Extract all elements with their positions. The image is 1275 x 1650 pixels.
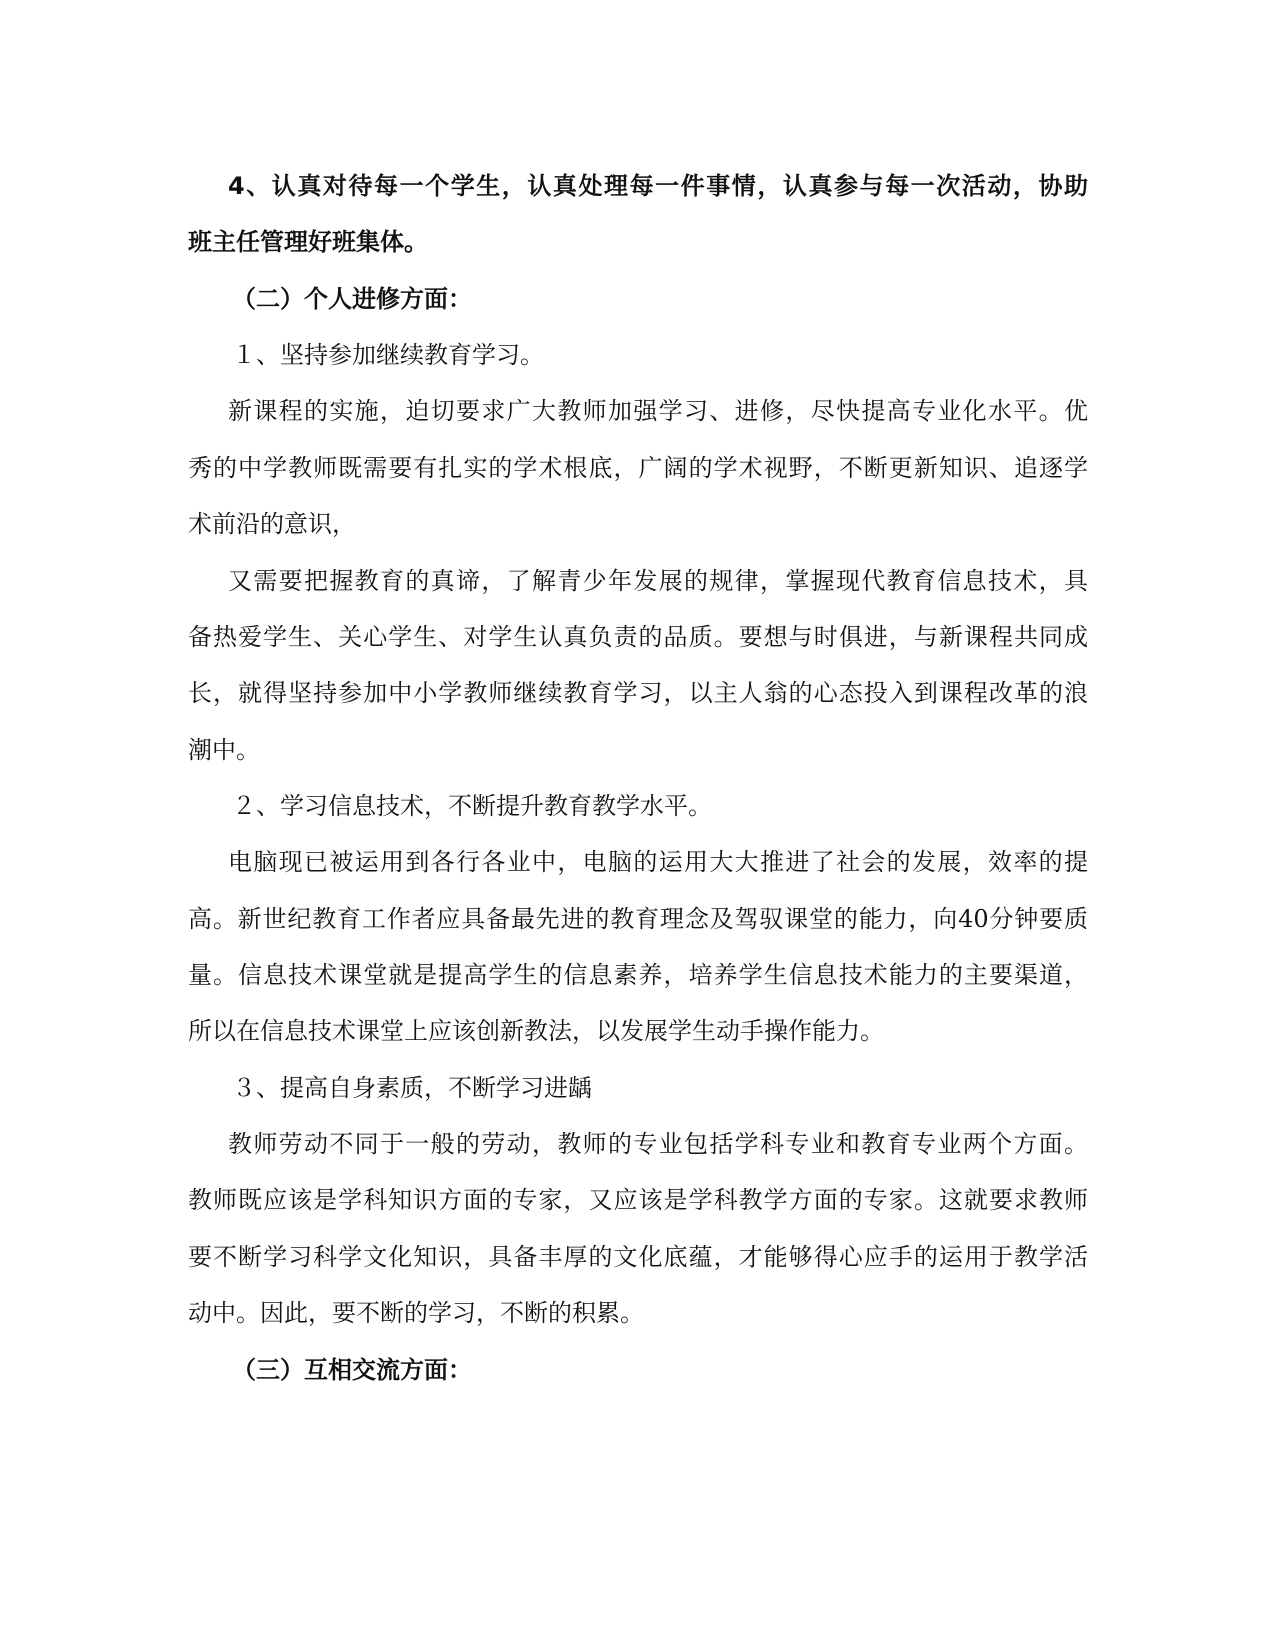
para-4-line-3: 要不断学习科学文化知识，具备丰厚的文化底蕴，才能够得心应手的运用于教学活 xyxy=(188,1243,1088,1271)
subsection-2-title: ２、学习信息技术，不断提升教育教学水平。 xyxy=(232,792,712,820)
para-2-line-4: 潮中。 xyxy=(188,736,260,764)
para-1-line-3: 术前沿的意识， xyxy=(188,510,356,538)
section-heading-2: （二）个人进修方面： xyxy=(232,285,472,313)
subsection-3-title: ３、提高自身素质，不断学习进龋 xyxy=(232,1074,592,1102)
para-3-line-4: 所以在信息技术课堂上应该创新教法，以发展学生动手操作能力。 xyxy=(188,1017,884,1045)
para-2-line-3: 长，就得坚持参加中小学教师继续教育学习，以主人翁的心态投入到课程改革的浪 xyxy=(188,679,1088,707)
para-4-line-1: 教师劳动不同于一般的劳动，教师的专业包括学科专业和教育专业两个方面。 xyxy=(228,1130,1088,1158)
para-3-line-1: 电脑现已被运用到各行各业中，电脑的运用大大推进了社会的发展，效率的提 xyxy=(228,848,1088,876)
section-heading-3: （三）互相交流方面： xyxy=(232,1356,472,1384)
para-3-line-3: 量。信息技术课堂就是提高学生的信息素养，培养学生信息技术能力的主要渠道， xyxy=(188,961,1088,989)
para-4-line-2: 教师既应该是学科知识方面的专家，又应该是学科教学方面的专家。这就要求教师 xyxy=(188,1186,1088,1214)
item-4-line-2: 班主任管理好班集体。 xyxy=(188,228,428,256)
para-2-line-1: 又需要把握教育的真谛，了解青少年发展的规律，掌握现代教育信息技术，具 xyxy=(228,567,1088,595)
subsection-1-title: １、坚持参加继续教育学习。 xyxy=(232,341,544,369)
para-2-line-2: 备热爱学生、关心学生、对学生认真负责的品质。要想与时俱进，与新课程共同成 xyxy=(188,623,1088,651)
para-3-line-2: 高。新世纪教育工作者应具备最先进的教育理念及驾驭课堂的能力，向40分钟要质 xyxy=(188,905,1088,933)
para-4-line-4: 动中。因此，要不断的学习，不断的积累。 xyxy=(188,1299,644,1327)
para-1-line-2: 秀的中学教师既需要有扎实的学术根底，广阔的学术视野，不断更新知识、追逐学 xyxy=(188,454,1088,482)
para-1-line-1: 新课程的实施，迫切要求广大教师加强学习、进修，尽快提高专业化水平。优 xyxy=(228,397,1088,425)
item-4-line-1: 4、认真对待每一个学生，认真处理每一件事情，认真参与每一次活动，协助 xyxy=(228,172,1088,200)
